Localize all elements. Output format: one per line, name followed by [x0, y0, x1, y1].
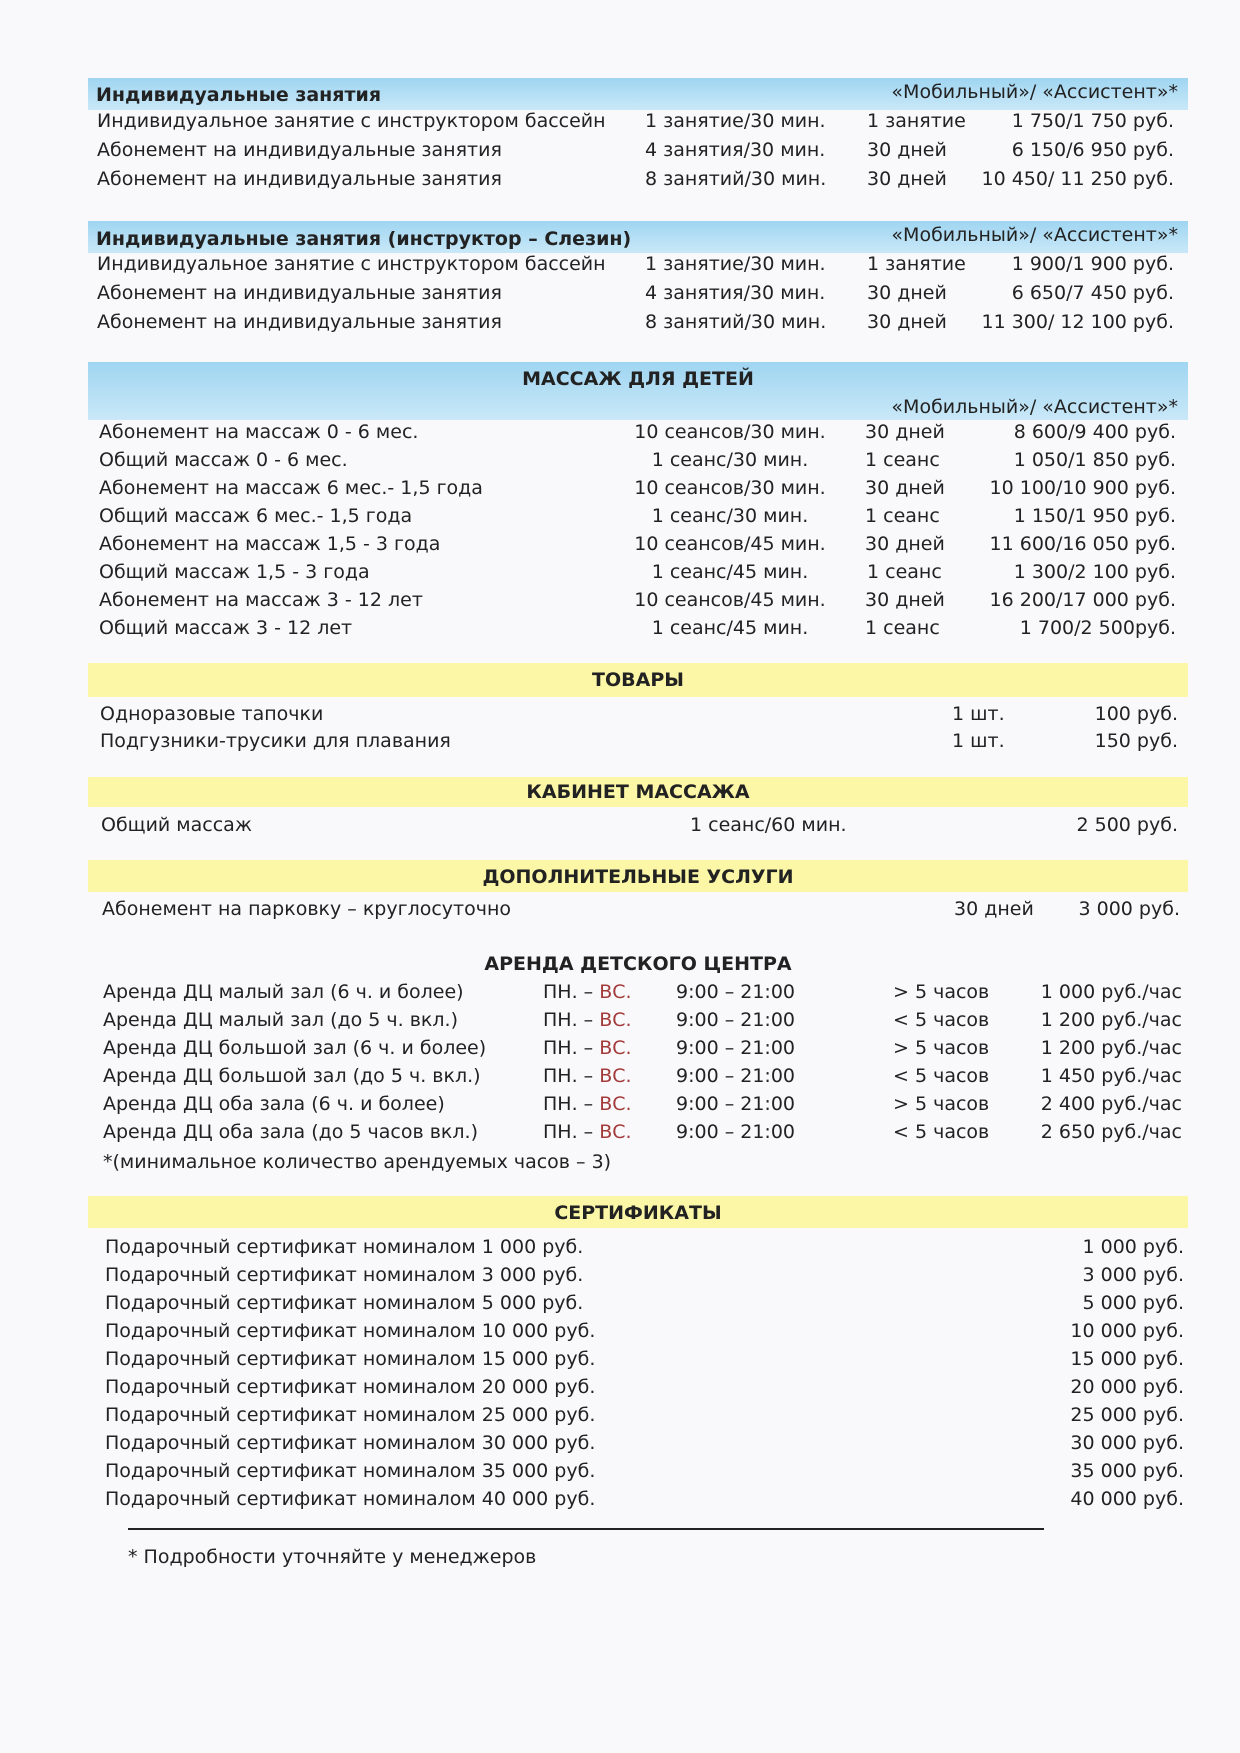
service-price: 16 200/17 000 руб. — [989, 589, 1176, 611]
table-row — [0, 813, 1240, 841]
service-name: Абонемент на массаж 1,5 - 3 года — [99, 533, 441, 555]
service-price: 1 900/1 900 руб. — [1011, 253, 1174, 275]
service-name: Абонемент на индивидуальные занятия — [97, 282, 502, 304]
service-price: 2 500 руб. — [1076, 814, 1178, 836]
section-title: Индивидуальные занятия (инструктор – Слезин) — [96, 228, 632, 250]
certificate-price: 35 000 руб. — [1070, 1460, 1184, 1482]
rent-days-start: ПН. – — [543, 1065, 600, 1087]
footnote-divider — [128, 1528, 1044, 1530]
table-row — [0, 1291, 1240, 1319]
section-header-extra — [88, 860, 1188, 892]
table-row — [0, 1092, 1240, 1120]
certificate-name: Подарочный сертификат номиналом 5 000 руб. — [105, 1292, 584, 1314]
rent-name: Аренда ДЦ оба зала (до 5 часов вкл.) — [103, 1121, 479, 1143]
service-period: 30 дней — [865, 421, 945, 443]
rent-name: Аренда ДЦ большой зал (6 ч. и более) — [103, 1037, 487, 1059]
certificate-price: 15 000 руб. — [1070, 1348, 1184, 1370]
rent-days-start: ПН. – — [543, 981, 600, 1003]
table-row — [0, 1431, 1240, 1459]
rent-price: 1 000 руб./час — [1040, 981, 1182, 1003]
rent-days-end: ВС. — [599, 1093, 632, 1115]
certificate-price: 20 000 руб. — [1070, 1376, 1184, 1398]
item-name: Одноразовые тапочки — [100, 703, 324, 725]
service-period: 1 сеанс — [865, 617, 940, 639]
service-name: Абонемент на массаж 0 - 6 мес. — [99, 421, 419, 443]
service-name: Абонемент на массаж 3 - 12 лет — [99, 589, 423, 611]
section-title: Индивидуальные занятия — [96, 84, 382, 106]
rent-days — [543, 1036, 632, 1060]
service-name: Общий массаж 0 - 6 мес. — [99, 449, 348, 471]
certificate-price: 3 000 руб. — [1082, 1264, 1184, 1286]
rent-hours: 9:00 – 21:00 — [676, 1093, 796, 1115]
table-row — [0, 476, 1240, 504]
table-row — [0, 729, 1240, 757]
certificate-price: 30 000 руб. — [1070, 1432, 1184, 1454]
service-sessions: 10 сеансов/45 мин. — [634, 533, 826, 555]
service-period: 1 сеанс — [865, 449, 940, 471]
certificate-name: Подарочный сертификат номиналом 1 000 руб. — [105, 1236, 584, 1258]
service-period: 30 дней — [867, 311, 947, 333]
table-row — [0, 532, 1240, 560]
service-period: 30 дней — [865, 589, 945, 611]
service-price: 1 300/2 100 руб. — [1013, 561, 1176, 583]
rent-days-end: ВС. — [599, 981, 632, 1003]
section-header-goods — [88, 663, 1188, 697]
service-sessions: 1 сеанс/30 мин. — [651, 505, 809, 527]
service-period: 30 дней — [867, 139, 947, 161]
section-title: СЕРТИФИКАТЫ — [554, 1202, 722, 1224]
rent-price: 2 400 руб./час — [1040, 1093, 1182, 1115]
table-row — [0, 504, 1240, 532]
rent-days-start: ПН. – — [543, 1121, 600, 1143]
rent-days — [543, 1120, 632, 1144]
rent-name: Аренда ДЦ малый зал (до 5 ч. вкл.) — [103, 1009, 458, 1031]
item-price: 100 руб. — [1094, 703, 1178, 725]
table-row — [0, 420, 1240, 448]
table-row — [0, 167, 1240, 195]
rent-days-start: ПН. – — [543, 1009, 600, 1031]
service-period: 30 дней — [865, 477, 945, 499]
service-period: 30 дней — [954, 898, 1034, 920]
service-period: 1 занятие — [867, 110, 966, 132]
certificate-name: Подарочный сертификат номиналом 3 000 руб. — [105, 1264, 584, 1286]
table-row — [0, 281, 1240, 309]
table-row — [0, 702, 1240, 730]
table-row — [0, 138, 1240, 166]
service-price: 11 600/16 050 руб. — [989, 533, 1176, 555]
service-price: 6 150/6 950 руб. — [1011, 139, 1174, 161]
rent-name: Аренда ДЦ большой зал (до 5 ч. вкл.) — [103, 1065, 481, 1087]
certificate-name: Подарочный сертификат номиналом 40 000 руб. — [105, 1488, 596, 1510]
certificate-price: 1 000 руб. — [1082, 1236, 1184, 1258]
table-row — [0, 980, 1240, 1008]
section-header-kids-massage — [88, 362, 1188, 420]
price-column-header: «Мобильный»/ «Ассистент»* — [891, 224, 1178, 246]
table-row — [0, 616, 1240, 644]
rent-days-end: ВС. — [599, 1121, 632, 1143]
service-price: 1 050/1 850 руб. — [1013, 449, 1176, 471]
section-title-rent: АРЕНДА ДЕТСКОГО ЦЕНТРА — [484, 953, 792, 975]
rent-days — [543, 980, 632, 1004]
table-row — [0, 109, 1240, 137]
service-sessions: 1 сеанс/60 мин. — [690, 814, 847, 836]
rent-days-end: ВС. — [599, 1065, 632, 1087]
rent-hours: 9:00 – 21:00 — [676, 981, 796, 1003]
section-title: МАССАЖ ДЛЯ ДЕТЕЙ — [522, 368, 754, 390]
certificate-name: Подарочный сертификат номиналом 20 000 руб. — [105, 1376, 596, 1398]
table-row — [0, 1008, 1240, 1036]
rent-days — [543, 1064, 632, 1088]
rent-price: 2 650 руб./час — [1040, 1121, 1182, 1143]
service-sessions: 8 занятий/30 мин. — [645, 311, 827, 333]
service-price: 10 450/ 11 250 руб. — [981, 168, 1174, 190]
rent-duration: > 5 часов — [893, 1093, 990, 1115]
service-sessions: 1 сеанс/45 мин. — [651, 561, 809, 583]
table-row — [0, 1263, 1240, 1291]
service-sessions: 1 занятие/30 мин. — [645, 253, 826, 275]
footnote: * Подробности уточняйте у менеджеров — [128, 1546, 537, 1568]
section-header-individual-slezin — [88, 221, 1188, 253]
table-row — [0, 897, 1240, 925]
certificate-price: 5 000 руб. — [1082, 1292, 1184, 1314]
service-name: Общий массаж 1,5 - 3 года — [99, 561, 370, 583]
service-period: 30 дней — [867, 168, 947, 190]
certificate-name: Подарочный сертификат номиналом 30 000 руб. — [105, 1432, 596, 1454]
service-name: Общий массаж 3 - 12 лет — [99, 617, 353, 639]
rent-hours: 9:00 – 21:00 — [676, 1037, 796, 1059]
item-qty: 1 шт. — [952, 730, 1005, 752]
service-sessions: 1 сеанс/30 мин. — [651, 449, 809, 471]
service-sessions: 10 сеансов/30 мин. — [634, 477, 826, 499]
service-price: 8 600/9 400 руб. — [1013, 421, 1176, 443]
service-price: 1 700/2 500руб. — [1019, 617, 1176, 639]
rent-price: 1 200 руб./час — [1040, 1037, 1182, 1059]
section-title: КАБИНЕТ МАССАЖА — [526, 781, 750, 803]
rent-hours: 9:00 – 21:00 — [676, 1009, 796, 1031]
item-qty: 1 шт. — [952, 703, 1005, 725]
table-row — [0, 1319, 1240, 1347]
table-row — [0, 1064, 1240, 1092]
service-period: 30 дней — [865, 533, 945, 555]
service-period: 30 дней — [867, 282, 947, 304]
rent-days — [543, 1008, 632, 1032]
service-name: Абонемент на парковку – круглосуточно — [102, 898, 512, 920]
rent-hours: 9:00 – 21:00 — [676, 1065, 796, 1087]
certificate-name: Подарочный сертификат номиналом 10 000 руб. — [105, 1320, 596, 1342]
rent-days-start: ПН. – — [543, 1093, 600, 1115]
rent-days — [543, 1092, 632, 1116]
table-row — [0, 310, 1240, 338]
rent-duration: < 5 часов — [893, 1121, 990, 1143]
service-name: Абонемент на индивидуальные занятия — [97, 168, 502, 190]
table-row — [0, 560, 1240, 588]
rent-note: *(минимальное количество арендуемых часов – 3) — [103, 1151, 612, 1173]
item-name: Подгузники-трусики для плавания — [100, 730, 451, 752]
certificate-name: Подарочный сертификат номиналом 15 000 руб. — [105, 1348, 596, 1370]
table-row — [0, 588, 1240, 616]
section-header-individual — [88, 78, 1188, 110]
table-row — [0, 1235, 1240, 1263]
service-name: Абонемент на индивидуальные занятия — [97, 311, 502, 333]
table-row — [0, 252, 1240, 280]
service-period: 1 сеанс — [865, 505, 940, 527]
service-sessions: 4 занятия/30 мин. — [645, 139, 826, 161]
price-column-header: «Мобильный»/ «Ассистент»* — [891, 396, 1178, 418]
service-price: 10 100/10 900 руб. — [989, 477, 1176, 499]
service-price: 1 150/1 950 руб. — [1013, 505, 1176, 527]
service-name: Индивидуальное занятие с инструктором бассейн — [97, 253, 606, 275]
table-row — [0, 1375, 1240, 1403]
rent-price: 1 450 руб./час — [1040, 1065, 1182, 1087]
rent-days-end: ВС. — [599, 1037, 632, 1059]
section-title: ТОВАРЫ — [592, 669, 684, 691]
rent-days-end: ВС. — [599, 1009, 632, 1031]
section-header-massage-room — [88, 777, 1188, 807]
service-sessions: 8 занятий/30 мин. — [645, 168, 827, 190]
table-row — [0, 1403, 1240, 1431]
table-row — [0, 448, 1240, 476]
table-row — [0, 1036, 1240, 1064]
certificate-price: 40 000 руб. — [1070, 1488, 1184, 1510]
rent-days-start: ПН. – — [543, 1037, 600, 1059]
service-name: Индивидуальное занятие с инструктором бассейн — [97, 110, 606, 132]
rent-duration: > 5 часов — [893, 1037, 990, 1059]
table-row — [0, 1487, 1240, 1515]
rent-duration: > 5 часов — [893, 981, 990, 1003]
price-column-header: «Мобильный»/ «Ассистент»* — [891, 81, 1178, 103]
service-price: 1 750/1 750 руб. — [1011, 110, 1174, 132]
service-period: 1 сеанс — [867, 561, 942, 583]
service-name: Общий массаж — [101, 814, 252, 836]
service-name: Абонемент на индивидуальные занятия — [97, 139, 502, 161]
rent-duration: < 5 часов — [893, 1065, 990, 1087]
rent-hours: 9:00 – 21:00 — [676, 1121, 796, 1143]
service-price: 3 000 руб. — [1078, 898, 1180, 920]
service-sessions: 1 сеанс/45 мин. — [651, 617, 809, 639]
service-sessions: 1 занятие/30 мин. — [645, 110, 826, 132]
certificate-name: Подарочный сертификат номиналом 25 000 руб. — [105, 1404, 596, 1426]
item-price: 150 руб. — [1094, 730, 1178, 752]
service-name: Общий массаж 6 мес.- 1,5 года — [99, 505, 413, 527]
rent-name: Аренда ДЦ малый зал (6 ч. и более) — [103, 981, 464, 1003]
rent-price: 1 200 руб./час — [1040, 1009, 1182, 1031]
service-sessions: 4 занятия/30 мин. — [645, 282, 826, 304]
service-sessions: 10 сеансов/45 мин. — [634, 589, 826, 611]
rent-name: Аренда ДЦ оба зала (6 ч. и более) — [103, 1093, 445, 1115]
service-price: 11 300/ 12 100 руб. — [981, 311, 1174, 333]
service-sessions: 10 сеансов/30 мин. — [634, 421, 826, 443]
rent-duration: < 5 часов — [893, 1009, 990, 1031]
table-row — [0, 1459, 1240, 1487]
service-price: 6 650/7 450 руб. — [1011, 282, 1174, 304]
section-title: ДОПОЛНИТЕЛЬНЫЕ УСЛУГИ — [482, 866, 794, 888]
service-name: Абонемент на массаж 6 мес.- 1,5 года — [99, 477, 483, 499]
certificate-name: Подарочный сертификат номиналом 35 000 руб. — [105, 1460, 596, 1482]
certificate-price: 10 000 руб. — [1070, 1320, 1184, 1342]
service-period: 1 занятие — [867, 253, 966, 275]
certificate-price: 25 000 руб. — [1070, 1404, 1184, 1426]
table-row — [0, 1120, 1240, 1148]
table-row — [0, 1347, 1240, 1375]
section-header-certificates — [88, 1196, 1188, 1228]
